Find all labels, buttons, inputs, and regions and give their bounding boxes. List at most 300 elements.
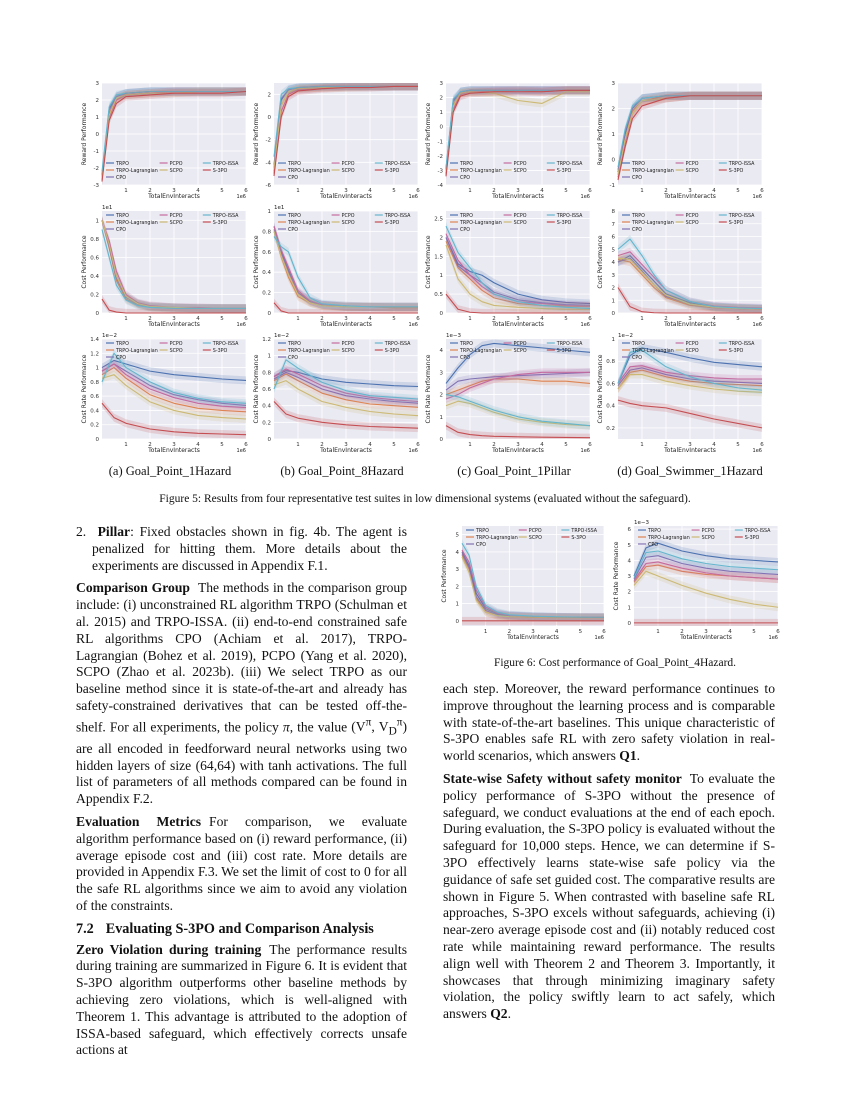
legend-label: PCPO [169,162,183,167]
x-axis-label: TotalEnvInteracts [664,193,716,200]
y-tick-label: 2.5 [434,216,443,223]
legend-label: PCPO [685,214,699,219]
x-axis-scale: 1e6 [236,322,246,328]
y-tick-label: -4 [265,160,271,167]
y-tick-label: 0 [95,437,99,443]
legend-label: PCPO [528,529,542,534]
q1-label: Q1 [619,748,637,764]
y-tick-label: 1 [439,273,443,280]
legend-label: TRPO-Lagrangian [632,221,674,226]
y-tick-label: -1 [437,139,443,146]
x-tick-label: 3 [172,188,176,194]
pi-symbol: π [282,719,290,735]
y-tick-label: 0 [439,124,443,131]
x-tick-label: 1 [640,188,644,194]
x-tick-label: 3 [516,188,520,194]
left-column [76,524,407,1065]
x-tick-label: 4 [712,188,716,194]
continued-paragraph: each step. Moreover, the reward performance continues to improve throughout the learning process and is comparable with state-of-the-art baselines. This unique characteristic of S-3PO enables safe RL with zero safety violation in real-world scenarios, which answers Q1. [443,681,775,764]
y-tick-label: 0.2 [90,292,99,299]
y-tick-label: 0 [439,311,443,317]
legend-label: TRPO [632,162,645,167]
legend-label: S-3PO [212,349,228,354]
legend-label: SCPO [169,221,183,226]
comparison-text-1: The methods in the comparison group include: (i) unconstrained RL algorithm TRPO (Schulman et al. 2015) and TRPO-ISSA. (ii) end-to-end constrained safe RL algorithms CPO (Achiam et al. 2017), TRPO-Lagrangian (Bohez et al. 2019), PCPO (Yang et al. 2020), SCPO (Zhao et al. 2023b). (iii) We select TRPO as our baseline method since it is state-of-the-art and already has safety-constrained derivatives that can be tested off-the-shelf. For all experiments, the policy [76,580,407,735]
x-axis-scale: 1e6 [408,322,418,328]
figure-5-caption: Figure 5: Results from four representative test suites in low dimensional systems (evaluated without the safeguard). [159,493,691,505]
y-tick-label: 0.4 [90,408,99,415]
x-tick-label: 3 [688,188,692,194]
chart-fig6-cost-rate [612,518,782,646]
x-axis-scale: 1e6 [580,194,590,200]
x-tick-label: 1 [640,316,644,322]
legend-label: SCPO [528,536,542,541]
legend-label: S-3PO [728,169,744,174]
x-tick-label: 5 [578,629,583,635]
eval-text: For comparison, we evaluate algorithm performance based on (i) reward performance, (ii) average episode cost and (iii) cost rate. More details are provided in Appendix F.3. We set the limit of cost to 0 for all the safe RL algorithms since we aim to avoid any violation of the constraints. [76,814,407,913]
legend-label: TRPO-ISSA [212,342,239,347]
y-tick-label: 1 [611,298,615,305]
y-axis-label: Reward Performance [425,102,432,166]
x-axis-label: TotalEnvInteracts [148,193,200,200]
y-tick-label: 1 [267,353,271,360]
x-tick-label: 3 [704,629,708,635]
legend-label: PCPO [513,162,527,167]
legend-label: TRPO-ISSA [384,342,411,347]
y-axis-multiplier: 1e−2 [102,333,117,339]
y-axis-label: Cost Performance [597,235,604,289]
x-tick-label: 2 [148,316,152,322]
x-axis-scale: 1e6 [408,194,418,200]
y-tick-label: -3 [437,168,443,175]
y-axis-label: Cost Performance [425,235,432,289]
x-tick-label: 4 [196,316,200,322]
x-tick-label: 5 [564,442,568,448]
x-tick-label: 1 [468,188,472,194]
legend-label: TRPO-ISSA [744,529,771,534]
x-tick-label: 2 [507,629,512,635]
y-tick-label: 5 [611,247,615,254]
y-tick-label: 0.4 [262,403,271,410]
legend-label: CPO [116,176,127,181]
x-tick-label: 6 [760,316,764,322]
chart-costrate-goal-point-1hazard [80,331,250,459]
section-heading [76,921,407,938]
legend-label: TRPO-Lagrangian [460,169,502,174]
subcaption-c: (c) Goal_Point_1Pillar [457,464,571,478]
x-axis-label: TotalEnvInteracts [507,634,559,641]
x-axis-scale: 1e6 [752,194,762,200]
x-tick-label: 2 [492,442,496,448]
x-tick-label: 1 [656,629,660,635]
chart-reward-goal-point-1pillar [424,75,594,205]
y-axis-label: Cost Rate Performance [81,354,88,424]
legend-label: S-3PO [556,169,572,174]
y-tick-label: 0.5 [434,292,443,299]
x-tick-label: 6 [760,188,764,194]
legend-label: CPO [288,228,299,233]
y-tick-label: 3 [439,370,443,377]
zero-violation-paragraph [76,942,407,1060]
chart-cost-goal-swimmer-1hazard [596,203,766,333]
comparison-paragraph [76,580,407,808]
x-tick-label: 6 [588,316,592,322]
y-tick-label: 0.6 [606,381,615,388]
legend-label: PCPO [701,529,715,534]
y-axis-label: Reward Performance [253,102,260,166]
y-tick-label: 0.8 [606,359,615,366]
y-tick-label: 5 [455,532,459,539]
legend-label: TRPO-Lagrangian [288,169,330,174]
y-tick-label: 0.4 [606,403,615,410]
legend-label: TRPO-Lagrangian [116,349,158,354]
y-tick-label: 0.8 [90,379,99,386]
x-tick-label: 2 [664,188,668,194]
y-tick-label: 6 [627,527,631,534]
x-tick-label: 3 [516,316,520,322]
x-axis-label: TotalEnvInteracts [320,321,372,328]
y-axis-label: Reward Performance [81,102,88,166]
legend-label: CPO [632,228,643,233]
x-tick-label: 1 [468,316,472,322]
legend-label: SCPO [513,169,527,174]
legend-label: CPO [288,356,299,361]
y-tick-label: 3 [455,567,459,574]
x-tick-label: 6 [244,188,248,194]
legend-label: TRPO-ISSA [728,162,755,167]
y-tick-label: 1 [611,132,615,138]
legend-label: CPO [460,176,471,181]
x-tick-label: 4 [368,442,372,448]
x-tick-label: 3 [516,442,520,448]
y-tick-label: -6 [265,183,271,189]
y-tick-label: 2 [267,92,271,99]
x-tick-label: 5 [752,629,756,635]
y-tick-label: 1 [95,365,99,372]
y-tick-label: 0.6 [90,394,99,401]
x-tick-label: 5 [564,316,568,322]
comparison-heading: Comparison Group [76,580,190,596]
legend-label: TRPO-Lagrangian [632,349,674,354]
y-tick-label: 1 [267,209,271,215]
x-tick-label: 2 [664,316,668,322]
y-tick-label: 7 [611,221,615,228]
y-tick-label: -1 [93,149,99,155]
legend-label: TRPO-ISSA [556,214,583,219]
zero-violation-text: The performance results during training are summarized in Figure 6. It is evident that S-3PO algorithm outperforms other baseline methods by achieving zero violations, which is well-aligned with Theorem 1. This advantage is attributed to the adoption of ISSA-based safeguard, which effectively corrects unsafe actions at [76,941,407,1058]
legend-label: SCPO [513,221,527,226]
y-axis-label: Cost Rate Performance [253,354,260,424]
y-axis-label: Cost Performance [253,235,260,289]
legend-label: SCPO [685,221,699,226]
legend-label: S-3PO [384,221,400,226]
y-tick-label: 0.2 [262,290,271,297]
y-tick-label: 0.6 [262,249,271,256]
x-tick-label: 6 [760,442,764,448]
chart-costrate-goal-swimmer-1hazard [596,331,766,459]
y-tick-label: 0.8 [90,236,99,243]
y-tick-label: 0.2 [90,422,99,429]
chart-reward-goal-point-1hazard [80,75,250,205]
x-tick-label: 1 [124,442,128,448]
x-tick-label: 2 [320,188,324,194]
legend-label: TRPO [460,214,473,219]
legend-label: TRPO [288,214,301,219]
y-tick-label: 1 [439,110,443,117]
x-tick-label: 3 [688,316,692,322]
x-tick-label: 2 [320,316,324,322]
legend-label: TRPO [116,342,129,347]
legend-label: TRPO-Lagrangian [460,349,502,354]
statewise-text: To evaluate the policy performance of S-3PO without the presence of safeguard, we conduct evaluations at the end of each epoch. During evaluation, the S-3PO policy is evaluated without the safeguard for 10,000 steps. Hence, we can determine if S-3PO effectively learns state-wise safe policy via the guidance of safe set guided cost. The comparative results are shown in Figure 5. When contrasted with baseline safe RL approaches, S-3PO excels without safeguards, achieving (i) near-zero average episode cost and (ii) notably reduced cost rate while maintaining reward performance. The results align well with Theorem 2 and Theorem 3. Importantly, it showcases that through minimizing imaginary safety violation, the policy swiftly learn to act safely, which answers [443,770,775,1022]
legend-label: TRPO [288,342,301,347]
x-tick-label: 4 [540,316,544,322]
eval-paragraph [76,814,407,915]
legend-label: TRPO-Lagrangian [288,349,330,354]
y-tick-label: 1 [95,115,99,121]
y-tick-label: 2 [439,392,443,399]
legend-label: TRPO [632,214,645,219]
y-tick-label: 0.8 [262,229,271,236]
y-axis-multiplier: 1e−3 [634,520,649,526]
legend-label: SCPO [685,349,699,354]
y-tick-label: 1 [611,337,615,343]
y-tick-label: 3 [439,81,443,87]
y-tick-label: 1 [455,601,459,608]
legend-label: TRPO-Lagrangian [116,169,158,174]
x-tick-label: 2 [148,442,152,448]
y-tick-label: 2 [439,235,443,242]
x-tick-label: 5 [220,442,224,448]
legend-label: TRPO-ISSA [556,342,583,347]
legend-label: TRPO-ISSA [384,162,411,167]
legend-label: TRPO [116,214,129,219]
comparison-text-2: , the value [289,719,352,735]
legend-label: CPO [288,176,299,181]
legend-label: SCPO [685,169,699,174]
legend-label: CPO [116,228,127,233]
x-tick-label: 4 [368,188,372,194]
legend-label: PCPO [513,214,527,219]
x-tick-label: 4 [540,442,544,448]
y-tick-label: -2 [265,137,271,144]
x-tick-label: 6 [602,629,606,635]
y-tick-label: 0 [267,115,271,121]
legend-label: S-3PO [728,221,744,226]
x-axis-label: TotalEnvInteracts [148,321,200,328]
y-tick-label: 4 [627,558,631,565]
legend-label: SCPO [341,221,355,226]
legend-label: TRPO-ISSA [212,162,239,167]
legend-label: SCPO [513,349,527,354]
legend-label: TRPO-ISSA [556,162,583,167]
x-axis-label: TotalEnvInteracts [320,447,372,454]
x-tick-label: 6 [776,629,780,635]
figure-6-caption: Figure 6: Cost performance of Goal_Point_4Hazard. [493,657,737,669]
y-tick-label: 3 [611,81,615,87]
x-tick-label: 5 [736,316,740,322]
x-tick-label: 2 [664,442,668,448]
y-axis-multiplier: 1e1 [102,205,113,211]
x-tick-label: 6 [416,188,420,194]
y-tick-label: 0.8 [262,370,271,377]
chart-cost-goal-point-1pillar [424,203,594,333]
legend-label: PCPO [341,342,355,347]
y-axis-label: Cost Rate Performance [597,354,604,424]
chart-fig6-cost [440,518,608,646]
y-axis-label: Reward Performance [597,102,604,166]
legend-label: TRPO-Lagrangian [288,221,330,226]
x-axis-label: TotalEnvInteracts [680,634,732,641]
right-column [443,681,775,1029]
legend-label: TRPO-ISSA [571,529,598,534]
legend-label: TRPO-Lagrangian [116,221,158,226]
x-tick-label: 6 [244,442,248,448]
y-tick-label: -3 [93,183,99,189]
legend-label: SCPO [169,169,183,174]
section-title: Evaluating S-3PO and Comparison Analysis [105,920,374,937]
chart-costrate-goal-point-8hazard [252,331,422,459]
legend-label: TRPO-Lagrangian [632,169,674,174]
zero-violation-heading: Zero Violation during training [76,941,262,957]
x-axis-label: TotalEnvInteracts [664,447,716,454]
legend-label: TRPO-ISSA [728,342,755,347]
legend-label: TRPO [648,529,661,534]
x-tick-label: 5 [564,188,568,194]
y-axis-label: Cost Performance [81,235,88,289]
comparison-text-3: are all encoded in feedforward neural networks using two hidden layers of size (64,64) with tanh activations. The full list of parameters of all methods compared can be found in Appendix F.2. [76,740,407,807]
y-tick-label: 3 [95,81,99,87]
q2-label: Q2 [490,1006,508,1022]
y-tick-label: 2 [627,589,631,596]
x-axis-label: TotalEnvInteracts [492,447,544,454]
x-tick-label: 3 [688,442,692,448]
y-tick-label: 0.4 [90,273,99,280]
y-tick-label: 2 [455,584,459,591]
legend-label: TRPO [460,342,473,347]
y-axis-label: Cost Rate Performance [613,541,620,611]
y-tick-label: 0.6 [262,387,271,393]
legend-label: S-3PO [212,169,228,174]
x-tick-label: 2 [148,188,152,194]
y-axis-label: Cost Rate Performance [425,354,432,424]
y-tick-label: -2 [93,166,99,172]
statewise-heading: State-wise Safety without safety monitor [443,770,682,786]
y-tick-label: 2 [611,106,615,113]
value-math: ($V^\pi$, $V_D^\pi$) [351,716,408,739]
x-tick-label: 1 [124,316,128,322]
legend-label: S-3PO [556,221,572,226]
y-tick-label: 0.4 [262,270,271,277]
legend-label: CPO [460,356,471,361]
y-tick-label: 1.4 [90,337,99,343]
x-axis-scale: 1e6 [594,635,604,641]
y-tick-label: 1.2 [90,351,99,358]
x-axis-scale: 1e6 [408,448,418,454]
legend-label: S-3PO [384,349,400,354]
x-tick-label: 5 [392,316,396,322]
pillar-item [76,524,407,574]
eval-heading: Evaluation Metrics [76,814,202,829]
y-tick-label: -1 [609,183,615,189]
pillar-text: : Fixed obstacles shown in fig. 4b. The agent is penalized for hitting them. More details about the experiments are discussed in Appendix F.1. [92,524,407,573]
x-axis-scale: 1e6 [752,322,762,328]
legend-label: SCPO [341,169,355,174]
legend-label: PCPO [685,162,699,167]
y-tick-label: 0 [267,311,271,317]
y-tick-label: -2 [437,153,443,160]
legend-label: SCPO [341,349,355,354]
x-tick-label: 3 [344,188,348,194]
x-tick-label: 1 [296,316,300,322]
x-axis-scale: 1e6 [236,448,246,454]
y-tick-label: 2 [611,285,615,292]
y-tick-label: 8 [611,209,615,215]
x-tick-label: 5 [736,442,740,448]
x-tick-label: 4 [712,442,716,448]
x-tick-label: 5 [736,188,740,194]
x-axis-label: TotalEnvInteracts [148,447,200,454]
chart-cost-goal-point-1hazard [80,203,250,333]
legend-label: PCPO [341,162,355,167]
legend-label: CPO [648,543,659,548]
x-tick-label: 4 [728,629,732,635]
x-tick-label: 3 [344,442,348,448]
x-tick-label: 4 [712,316,716,322]
x-tick-label: 4 [196,188,200,194]
y-tick-label: 0.2 [606,425,615,432]
legend-label: PCPO [513,342,527,347]
x-axis-scale: 1e6 [580,448,590,454]
y-axis-multiplier: 1e−2 [618,333,633,339]
x-axis-label: TotalEnvInteracts [664,321,716,328]
statewise-paragraph: State-wise Safety without safety monitor To evaluate the policy performance of S-3PO without the presence of safeguard, we conduct evaluations at the end of each epoch. During evaluation, the S-3PO policy is evaluated without the safeguard for 10,000 steps. Hence, we can determine if S-3PO effectively learns state-wise safe policy via the guidance of safe set guided cost. The comparative results are shown in Figure 5. When contrasted with baseline safe RL approaches, S-3PO excels without safeguards, achieving (i) near-zero average episode cost and (ii) notably reduced cost rate while maintaining reward performance. The results align well with Theorem 2 and Theorem 3. Importantly, it showcases that through minimizing imaginary safety violation, the policy swiftly learn to act safely, which answers Q2. [443,770,775,1022]
x-axis-label: TotalEnvInteracts [492,193,544,200]
legend-label: S-3PO [212,221,228,226]
y-axis-multiplier: 1e−2 [274,333,289,339]
y-tick-label: 0 [95,132,99,138]
y-tick-label: 2 [95,98,99,104]
legend-label: PCPO [341,214,355,219]
y-tick-label: 2 [439,95,443,102]
pillar-title: Pillar [97,524,131,539]
y-tick-label: 0 [267,437,271,443]
y-tick-label: 5 [627,542,631,549]
x-tick-label: 3 [172,442,176,448]
legend-label: TRPO [476,529,489,534]
y-tick-label: 0 [611,157,615,164]
x-tick-label: 1 [296,442,300,448]
y-tick-label: 0 [95,311,99,317]
legend-label: CPO [116,356,127,361]
legend-label: S-3PO [384,169,400,174]
y-tick-label: 1 [439,414,443,421]
x-axis-scale: 1e6 [752,448,762,454]
x-tick-label: 2 [492,188,496,194]
y-axis-multiplier: 1e−3 [446,333,461,339]
y-tick-label: 1.5 [434,254,443,261]
legend-label: TRPO-Lagrangian [460,221,502,226]
x-tick-label: 6 [588,188,592,194]
y-tick-label: 0 [611,311,615,317]
x-tick-label: 3 [344,316,348,322]
legend-label: SCPO [701,536,715,541]
x-tick-label: 2 [492,316,496,322]
legend-label: CPO [632,356,643,361]
legend-label: TRPO-ISSA [384,214,411,219]
y-tick-label: 0 [627,620,631,627]
chart-reward-goal-swimmer-1hazard [596,75,766,205]
